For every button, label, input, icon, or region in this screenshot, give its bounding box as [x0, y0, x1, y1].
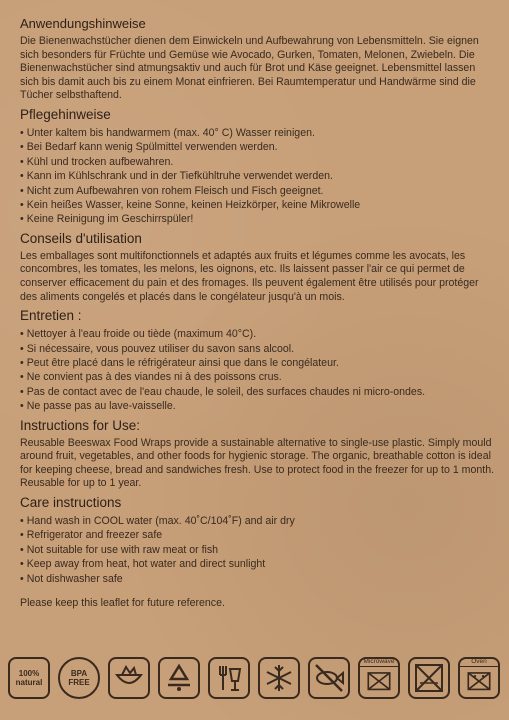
- de-paragraph: Die Bienenwachstücher dienen dem Einwickeln und Aufbewahrung von Lebensmitteln. Sie eignen sich besonders für Früchte und Gemüse wie Avocado, Gurken, Tomaten, Melonen, Zwiebeln. Die Bienenwachstücher sind atmungsaktiv und auch für Brot und Käse geeignet. Lebensmittel lassen sich bis damit auch bis zu einem Monat einfrieren. Bei Raumtemperatur und Handwärme sind die Tücher selbsthaftend.: [20, 35, 479, 102]
- en-care-heading: Care instructions: [20, 495, 122, 510]
- list-item: • Peut être placé dans le réfrigérateur ainsi que dans le congélateur.: [20, 356, 495, 370]
- list-item: • Keep away from heat, hot water and direct sunlight: [20, 557, 495, 571]
- list-item: • Keine Reinigung im Geschirrspüler!: [20, 212, 495, 226]
- en-paragraph: Reusable Beeswax Food Wraps provide a sustainable alternative to single-use plastic. Simply mould around fruit, vegetables, and other foods for hygienic storage. The organic, breathable cotton is ideal for keeping cheese, bread and sandwiches fresh. Use to protect food in the freezer for up to 1 month. Reusable for up to 1 year.: [20, 436, 495, 490]
- fr-care-list: [20, 327, 495, 413]
- leaflet: [20, 16, 495, 610]
- recycle-icon: [158, 657, 200, 699]
- list-item: • Bei Bedarf kann wenig Spülmittel verwenden werden.: [20, 140, 495, 154]
- fr-paragraph: Les emballages sont multifonctionnels et adaptés aux fruits et légumes comme les avocats, les concombres, les tomates, les melons, les oignons, etc. Ils laissent passer l'air ce qui permet de conserver efficacement du pain et des fromages. Ils peuvent également être utilisés pour protéger des aliments congelés et placés dans le congélateur jusqu'à un mois.: [20, 249, 479, 303]
- no-oven-icon: [458, 657, 500, 699]
- hand-wash-icon: [108, 657, 150, 699]
- freezer-safe-icon: [258, 657, 300, 699]
- list-item: • Kein heißes Wasser, keine Sonne, keinen Heizkörper, keine Mikrowelle: [20, 198, 495, 212]
- oven-label: Oven: [460, 658, 498, 667]
- bpa-label: BPA FREE: [68, 669, 90, 687]
- list-item: • Not dishwasher safe: [20, 572, 495, 586]
- en-care-list: [20, 514, 495, 586]
- food-safe-icon: [208, 657, 250, 699]
- bpa-free-icon: [58, 657, 100, 699]
- list-item: • Ne passe pas au lave-vaisselle.: [20, 399, 495, 413]
- en-heading: Instructions for Use:: [20, 417, 141, 433]
- icon-strip: [8, 657, 500, 705]
- no-dishwasher-icon: [408, 657, 450, 699]
- de-heading: Anwendungshinweise: [20, 16, 146, 31]
- no-raw-meat-fish-icon: [308, 657, 350, 699]
- list-item: • Hand wash in COOL water (max. 40˚C/104˚F) and air dry: [20, 514, 495, 528]
- list-item: • Unter kaltem bis handwarmem (max. 40° C) Wasser reinigen.: [20, 126, 495, 140]
- natural-label: 100% natural: [15, 669, 43, 687]
- fr-heading: Conseils d'utilisation: [20, 230, 142, 246]
- microwave-label: Microwave: [360, 658, 398, 667]
- fr-care-heading: Entretien :: [20, 308, 82, 324]
- de-care-list: [20, 126, 495, 227]
- de-care-heading: Pflegehinweise: [20, 106, 111, 122]
- list-item: • Si nécessaire, vous pouvez utiliser du savon sans alcool.: [20, 342, 495, 356]
- list-item: • Ne convient pas à des viandes ni à des poissons crus.: [20, 370, 495, 384]
- natural-badge-icon: [8, 657, 50, 699]
- list-item: • Kann im Kühlschrank und in der Tiefkühltruhe verwendet werden.: [20, 169, 495, 183]
- list-item: • Nicht zum Aufbewahren von rohem Fleisch und Fisch geeignet.: [20, 184, 495, 198]
- keep-leaflet-note: Please keep this leaflet for future reference.: [20, 597, 225, 610]
- list-item: • Pas de contact avec de l'eau chaude, le soleil, des surfaces chaudes ni micro-ondes.: [20, 385, 495, 399]
- list-item: • Kühl und trocken aufbewahren.: [20, 155, 495, 169]
- list-item: • Nettoyer à l'eau froide ou tiède (maximum 40°C).: [20, 327, 495, 341]
- no-microwave-icon: [358, 657, 400, 699]
- list-item: • Not suitable for use with raw meat or fish: [20, 543, 495, 557]
- list-item: • Refrigerator and freezer safe: [20, 528, 495, 542]
